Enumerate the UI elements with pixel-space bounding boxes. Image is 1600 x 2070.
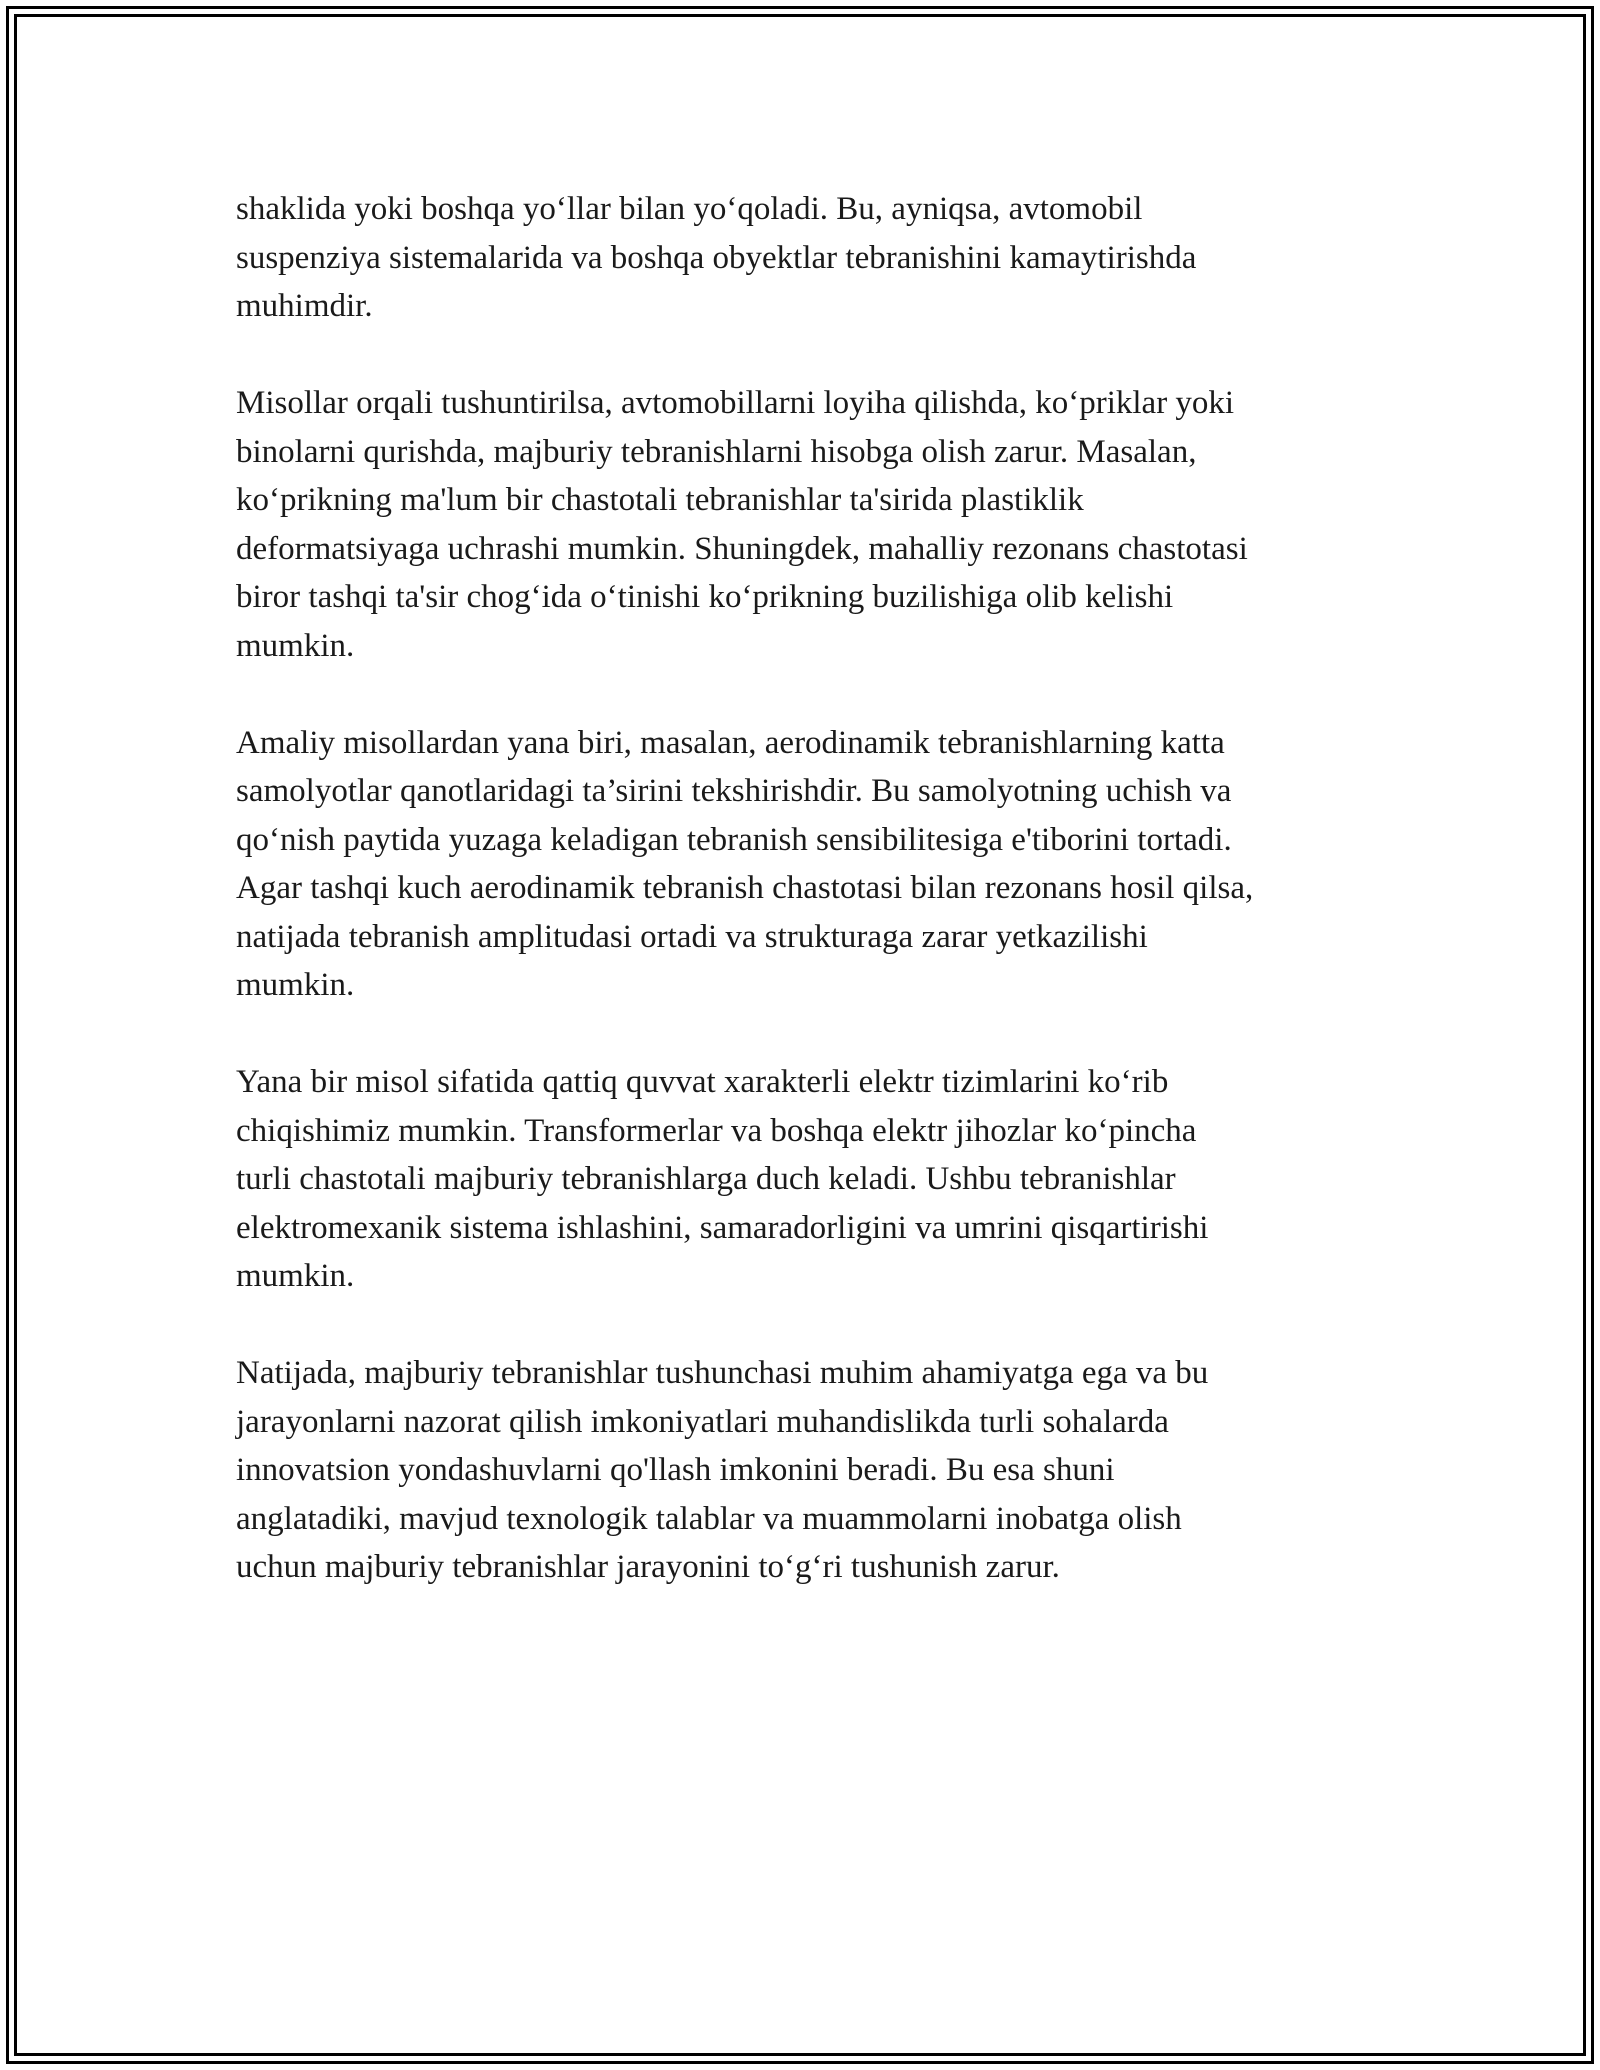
paragraph-5 <box>236 1349 1376 1592</box>
paragraph-2 <box>236 379 1376 670</box>
text-line: uchun majburiy tebranishlar jarayonini to‘g‘ri tushunish zarur. <box>236 1549 1060 1585</box>
text-line: samolyotlar qanotlaridagi ta’sirini tekshirishdir. Bu samolyotning uchish va <box>236 773 1232 809</box>
text-line: mumkin. <box>236 967 355 1003</box>
text-line: mumkin. <box>236 627 355 664</box>
text-line: shaklida yoki boshqa yo‘llar bilan yo‘qoladi. Bu, ayniqsa, avtomobil <box>236 191 1143 227</box>
text-line: biror tashqi ta'sir chog‘ida o‘tinishi ko‘prikning buzilishiga olib kelishi <box>236 579 1174 615</box>
text-line: turli chastotali majburiy tebranishlarga duch keladi. Ushbu tebranishlar <box>236 1161 1176 1197</box>
paragraph-1 <box>236 185 1376 331</box>
paragraph-3 <box>236 719 1376 1010</box>
text-line: qo‘nish paytida yuzaga keladigan tebranish sensibilitesiga e'tiborini tortadi. <box>236 821 1232 858</box>
text-line: Amaliy misollardan yana biri, masalan, aerodinamik tebranishlarning katta <box>236 724 1225 761</box>
text-line: muhimdir. <box>236 288 373 324</box>
text-line: Misollar orqali tushuntirilsa, avtomobillarni loyiha qilishda, ko‘priklar yoki <box>236 385 1235 421</box>
paragraph-4 <box>236 1058 1376 1301</box>
text-line: deformatsiyaga uchrashi mumkin. Shuningdek, mahalliy rezonans chastotasi <box>236 530 1248 567</box>
text-line: Natijada, majburiy tebranishlar tushunchasi muhim ahamiyatga ega va bu <box>236 1355 1209 1391</box>
text-line: natijada tebranish amplitudasi ortadi va strukturaga zarar yetkazilishi <box>236 918 1148 955</box>
text-line: Yana bir misol sifatida qattiq quvvat xarakterli elektr tizimlarini ko‘rib <box>236 1064 1169 1100</box>
text-line: anglatadiki, mavjud texnologik talablar va muammolarni inobatga olish <box>236 1500 1182 1537</box>
text-line: suspenziya sistemalarida va boshqa obyektlar tebranishini kamaytirishda <box>236 239 1197 276</box>
text-line: elektromexanik sistema ishlashini, samaradorligini va umrini qisqartirishi <box>236 1209 1209 1246</box>
text-line: jarayonlarni nazorat qilish imkoniyatlari muhandislikda turli sohalarda <box>236 1403 1169 1440</box>
text-line: ko‘prikning ma'lum bir chastotali tebranishlar ta'sirida plastiklik <box>236 482 1084 518</box>
text-line: chiqishimiz mumkin. Transformerlar va boshqa elektr jihozlar ko‘pincha <box>236 1112 1197 1149</box>
text-line: innovatsion yondashuvlarni qo'llash imkonini beradi. Bu esa shuni <box>236 1452 1115 1488</box>
document-body <box>236 185 1376 1640</box>
text-line: mumkin. <box>236 1258 355 1294</box>
text-line: Agar tashqi kuch aerodinamik tebranish chastotasi bilan rezonans hosil qilsa, <box>236 870 1254 906</box>
text-line: binolarni qurishda, majburiy tebranishlarni hisobga olish zarur. Masalan, <box>236 433 1197 470</box>
